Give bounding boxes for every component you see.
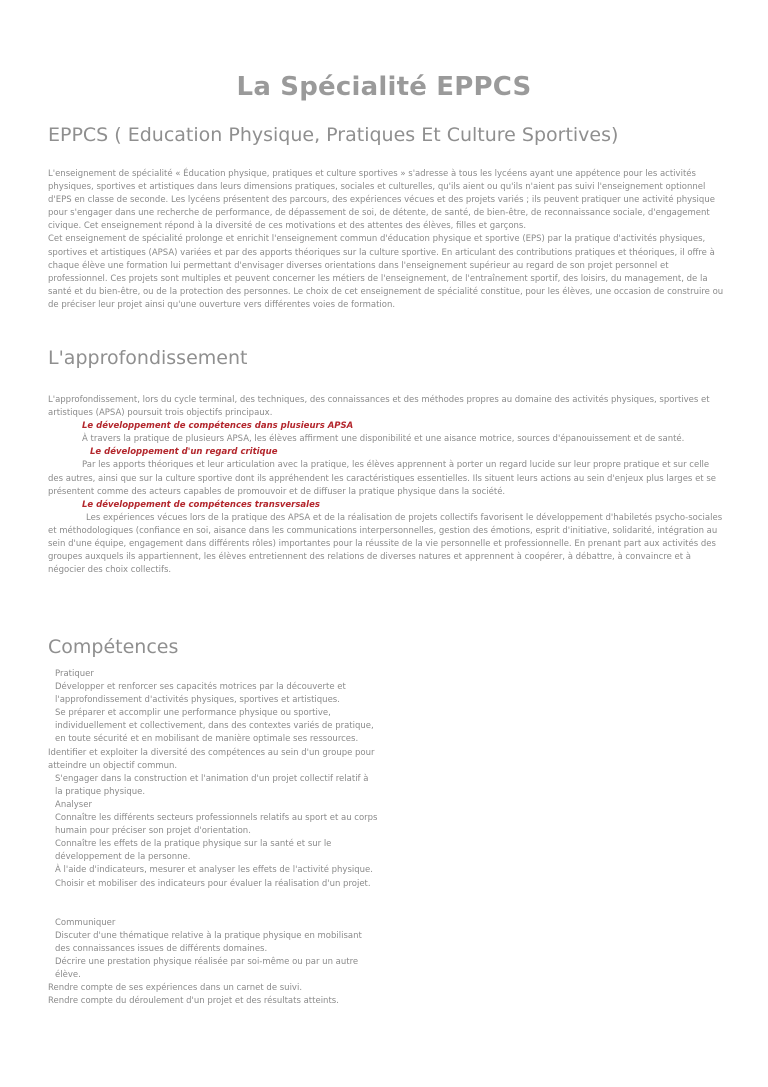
group-label: Communiquer (55, 917, 116, 928)
group-label: Pratiquer (55, 669, 94, 679)
list-item: Se préparer et accomplir une performance physique ou sportive, individuellement et collectivement, dans des contextes variés de pratique, en toute sécurité et en mobilisant de manière optimale ses ressources. (55, 708, 374, 745)
objective-title: Le développement de compétences dans plusieurs APSA (82, 421, 354, 432)
objective-title: Le développement de compétences transversales (82, 499, 320, 510)
list-item: Décrire une prestation physique réalisée par soi-même ou par un autre élève. (55, 956, 359, 980)
list-item: Discuter d'une thématique relative à la pratique physique en mobilisant des connaissances issues de différents domaines. (55, 930, 362, 954)
list-item: Rendre compte du déroulement d'un projet et des résultats atteints. (48, 996, 339, 1007)
group-label: Analyser (55, 799, 92, 810)
section-eppcs-body (48, 168, 726, 312)
list-item: Choisir et mobiliser des indicateurs pour évaluer la réalisation d'un projet. (55, 878, 371, 889)
section-heading-competences: Compétences (48, 636, 179, 658)
competences-list (48, 668, 378, 1008)
list-item: À l'aide d'indicateurs, mesurer et analyser les effets de l'activité physique. (55, 865, 373, 876)
objective-text: À travers la pratique de plusieurs APSA, les élèves affirment une disponibilité et une aisance motrice, sources d'épanouissement et de santé. (82, 434, 685, 445)
page-title: La Spécialité EPPCS (236, 72, 532, 102)
list-item: Développer et renforcer ses capacités motrices par la découverte et l'approfondissement d'activités physiques, sportives et artistiques. (55, 682, 346, 706)
section-approfondissement-body (48, 394, 726, 577)
objective-title: Le développement d'un regard critique (90, 447, 278, 458)
objective-text: Les expériences vécues lors de la pratique des APSA et de la réalisation de projets collectifs favorisent le développement d'habiletés psycho-sociales et méthodologiques (confiance en soi, aisance dans les communications interpersonnelles, gestion des émotions, esprit d'initiative, solidarité, intégration au sein d'une équipe, engagement dans différents rôles) importantes pour la réussite de la vie personnelle et professionnelle. En prenant part aux activités des groupes auxquels ils appartiennent, les élèves entretiennent des relations de diverses natures et apprennent à coopérer, à débattre, à convaincre et à négocier des choix collectifs. (48, 512, 723, 576)
section-heading-eppcs: EPPCS ( Education Physique, Pratiques Et Culture Sportives) (48, 124, 619, 146)
paragraph: Cet enseignement de spécialité prolonge et enrichit l'enseignement commun d'éducation physique et sportive (EPS) par la pratique d'activités physiques, sportives et artistiques (APSA) variées et par des apports théoriques sur la culture sportive. En articulant des contributions pratiques et théoriques, il offre à chaque élève une formation lui permettant d'envisager diverses orientations dans l'enseignement supérieur au regard de son projet personnel et professionnel. Ces projets sont multiples et peuvent concerner les métiers de l'enseignement, de l'entraînement sportif, des loisirs, du management, de la santé et du bien-être, ou de la protection des personnes. Le choix de cet enseignement de spécialité constitue, pour les élèves, une occasion de construire ou de préciser leur projet ainsi qu'une ouverture vers différentes voies de formation. (48, 234, 724, 310)
paragraph: L'enseignement de spécialité « Éducation physique, pratiques et culture sportives » s'adresse à tous les lycéens ayant une appétence pour les activités physiques, sportives et artistiques dans leurs dimensions pratiques, sociales et culturelles, qu'ils aient ou qu'ils n'aient pas suivi l'enseignement optionnel d'EPS en classe de seconde. Les lycéens présentent des parcours, des expériences vécues et des projets variés ; ils peuvent pratiquer une activité physique pour s'engager dans une recherche de performance, de dépassement de soi, de détente, de santé, de bien-être, de reconnaissance sociale, d'engagement civique. Cet enseignement répond à la diversité de ces motivations et des attentes des élèves, filles et garçons. (48, 169, 715, 232)
list-item: Identifier et exploiter la diversité des compétences au sein d'un groupe pour atteindre un objectif commun. (48, 747, 375, 771)
list-item: Rendre compte de ses expériences dans un carnet de suivi. (48, 983, 303, 994)
section-heading-approfondissement: L'approfondissement (48, 347, 248, 369)
objective-text: Par les apports théoriques et leur articulation avec la pratique, les élèves apprennent à porter un regard lucide sur leur propre pratique et sur celle des autres, ainsi que sur la culture sportive dont ils appréhendent les caractéristiques essentielles. Ils situent leurs actions au sein d'enjeux plus larges et se présentent comme des acteurs capables de promouvoir et de diffuser la pratique physique dans la société. (48, 460, 716, 497)
paragraph: L'approfondissement, lors du cycle terminal, des techniques, des connaissances et des méthodes propres au domaine des activités physiques, sportives et artistiques (APSA) poursuit trois objectifs principaux. (48, 395, 710, 419)
list-item: Connaître les effets de la pratique physique sur la santé et sur le développement de la personne. (55, 839, 332, 863)
list-item: S'engager dans la construction et l'animation d'un projet collectif relatif à la pratique physique. (55, 773, 369, 797)
list-item: Connaître les différents secteurs professionnels relatifs au sport et au corps humain pour préciser son projet d'orientation. (55, 813, 378, 837)
